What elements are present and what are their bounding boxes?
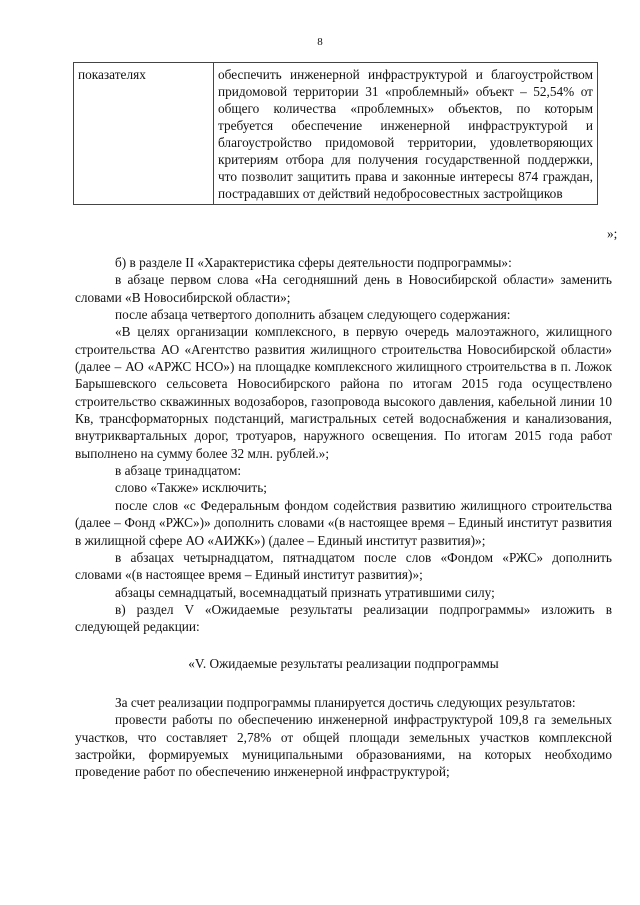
- paragraph: в) раздел V «Ожидаемые результаты реализации подпрограммы» изложить в следующей редакции:: [75, 601, 612, 635]
- section-heading: «V. Ожидаемые результаты реализации подпрограммы: [188, 655, 499, 671]
- paragraph: после абзаца четвертого дополнить абзацем следующего содержания:: [115, 307, 511, 323]
- paragraph: За счет реализации подпрограммы планируется достичь следующих результатов:: [115, 694, 576, 710]
- table-closing-quote: »;: [607, 226, 618, 241]
- paragraph: слово «Также» исключить;: [115, 480, 267, 496]
- table-cell-label: показателях: [74, 63, 214, 205]
- paragraph: в абзацах четырнадцатом, пятнадцатом после слов «Фондом «РЖС» дополнить словами «(в настоящее время – Единый институт развития)»;: [75, 549, 612, 583]
- paragraph: в абзаце тринадцатом:: [115, 463, 242, 479]
- paragraph: после слов «с Федеральным фондом содействия развитию жилищного строительства (далее – Фонд «РЖС»)» дополнить словами «(в настоящее время – Единый институт развития в жилищной сфере АО «АИЖК») (далее – Единый институт развития)»;: [75, 497, 612, 548]
- paragraph: б) в разделе II «Характеристика сферы деятельности подпрограммы»:: [115, 255, 512, 270]
- indicators-table: [73, 62, 598, 205]
- table-cell-text: обеспечить инженерной инфраструктурой и благоустройством придомовой территории 31 «проблемный» объект – 52,54% от общего количества «проблемных» объектов, по которым требуется обеспечение инженерной инфраструктурой и благоустройство придомовой территории, удовлетворяющих критериям отбора для получения государственной поддержки, что позволит защитить права и законные интересы 874 граждан, пострадавших от действий недобросовестных застройщиков: [214, 63, 598, 205]
- table-row: [74, 63, 598, 205]
- page-number: 8: [317, 36, 323, 48]
- document-body: [75, 254, 612, 781]
- paragraph: «В целях организации комплексного, в первую очередь малоэтажного, жилищного строительства АО «Агентство развития жилищного строительства Новосибирской области» (далее – АО «АРЖС НСО») на площадке комплексного жилищного строительства в п. Ложок Барышевского сельсовета Новосибирского района по итогам 2015 года осуществлено строительство скважинных водозаборов, газопровода высокого давления, кабельной линии 10 Кв, трансформаторных подстанций, магистральных сетей водоснабжения и канализования, внутриквартальных дорог, тротуаров, наружного освещения. По итогам 2015 года работ выполнено на сумму более 32 млн. рублей.»;: [75, 324, 612, 461]
- paragraph: абзацы семнадцатый, восемнадцатый признать утратившими силу;: [115, 584, 495, 600]
- paragraph: провести работы по обеспечению инженерной инфраструктурой 109,8 га земельных участков, что составляет 2,78% от общей площади земельных участков комплексной застройки, формируемых муниципальными образованиями, на которых необходимо проведение работ по обеспечению инженерной инфраструктурой;: [75, 712, 612, 780]
- paragraph: в абзаце первом слова «На сегодняшний день в Новосибирской области» заменить словами «В Новосибирской области»;: [75, 272, 612, 305]
